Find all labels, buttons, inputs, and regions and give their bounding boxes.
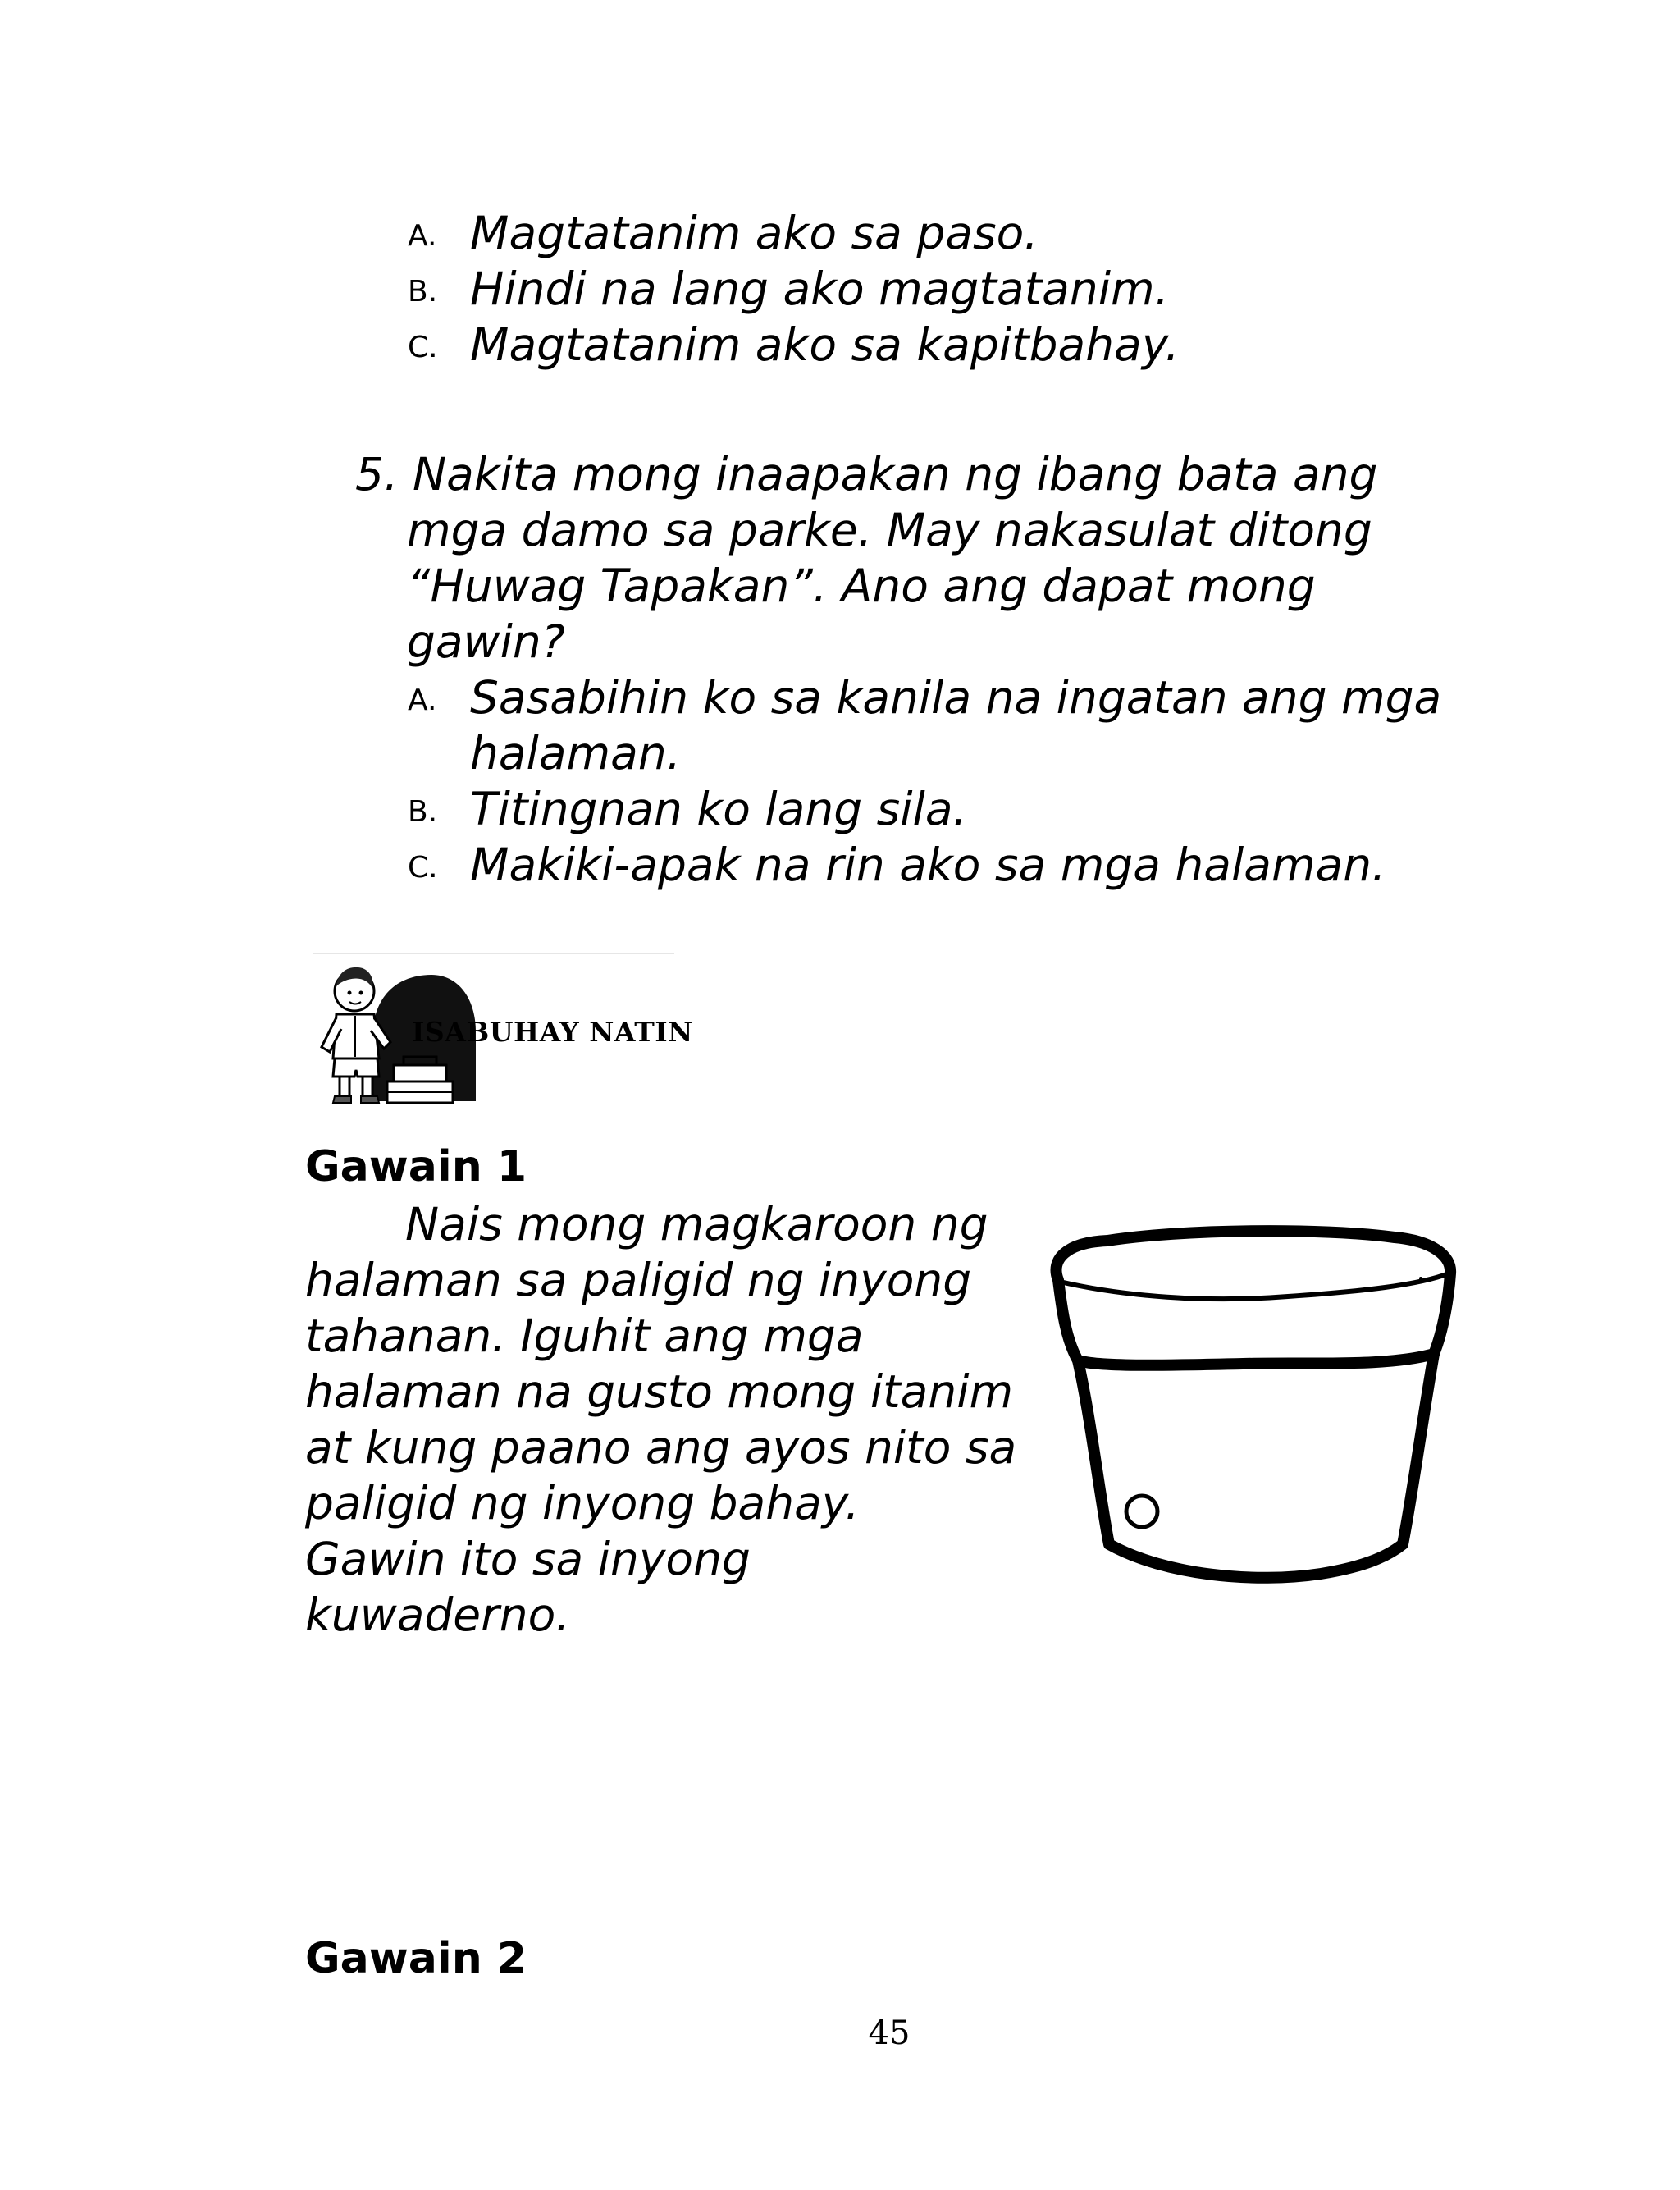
- q5-stem-line-4: gawin?: [407, 615, 565, 668]
- gawain-1-heading: Gawain 1: [305, 1142, 527, 1191]
- q5-stem-line-3: “Huwag Tapakan”. Ano ang dapat mong: [407, 560, 1316, 612]
- gawain-2-heading: Gawain 2: [305, 1934, 527, 1983]
- gawain-1-line-3: tahanan. Iguhit ang mga: [305, 1310, 864, 1362]
- q5-stem-line-1: 5. Nakita mong inaapakan ng ibang bata ang: [355, 448, 1378, 501]
- page-number: 45: [868, 2014, 911, 2052]
- q5-option-b-text: Titingnan ko lang sila.: [470, 783, 968, 835]
- gawain-1-line-7: Gawin ito sa inyong: [305, 1533, 751, 1585]
- q5-option-c-text: Makiki-apak na rin ako sa mga halaman.: [470, 839, 1386, 891]
- gawain-1-line-8: kuwaderno.: [305, 1589, 570, 1641]
- q4-option-b-letter: B.: [408, 275, 438, 309]
- q4-option-c-letter: C.: [408, 331, 438, 364]
- gawain-1-line-2: halaman sa paligid ng inyong: [305, 1254, 972, 1306]
- q4-option-b-text: Hindi na lang ako magtatanim.: [470, 263, 1170, 315]
- q5-option-a-text-line-2: halaman.: [470, 727, 682, 780]
- q5-stem-line-2: mga damo sa parke. May nakasulat ditong: [407, 504, 1372, 556]
- q5-option-a-letter: A.: [408, 684, 437, 717]
- gawain-1-line-5: at kung paano ang ayos nito sa: [305, 1421, 1017, 1474]
- q4-option-a-text: Magtatanim ako sa paso.: [470, 207, 1039, 259]
- q4-option-a-letter: A.: [408, 219, 437, 253]
- gawain-1-line-4: halaman na gusto mong itanim: [305, 1365, 1014, 1418]
- q5-option-a-text-line-1: Sasabihin ko sa kanila na ingatan ang mga: [470, 671, 1442, 724]
- flower-pot-illustration: [1042, 1223, 1460, 1608]
- q5-option-c-letter: C.: [408, 851, 438, 885]
- gawain-1-line-6: paligid ng inyong bahay.: [305, 1477, 860, 1529]
- gawain-1-line-1: Nais mong magkaroon ng: [405, 1198, 988, 1250]
- q4-option-c-text: Magtatanim ako sa kapitbahay.: [470, 318, 1180, 371]
- isabuhay-natin-label: ISABUHAY NATIN: [412, 1016, 693, 1048]
- q5-option-b-letter: B.: [408, 795, 438, 829]
- isabuhay-natin-banner: [308, 950, 693, 1106]
